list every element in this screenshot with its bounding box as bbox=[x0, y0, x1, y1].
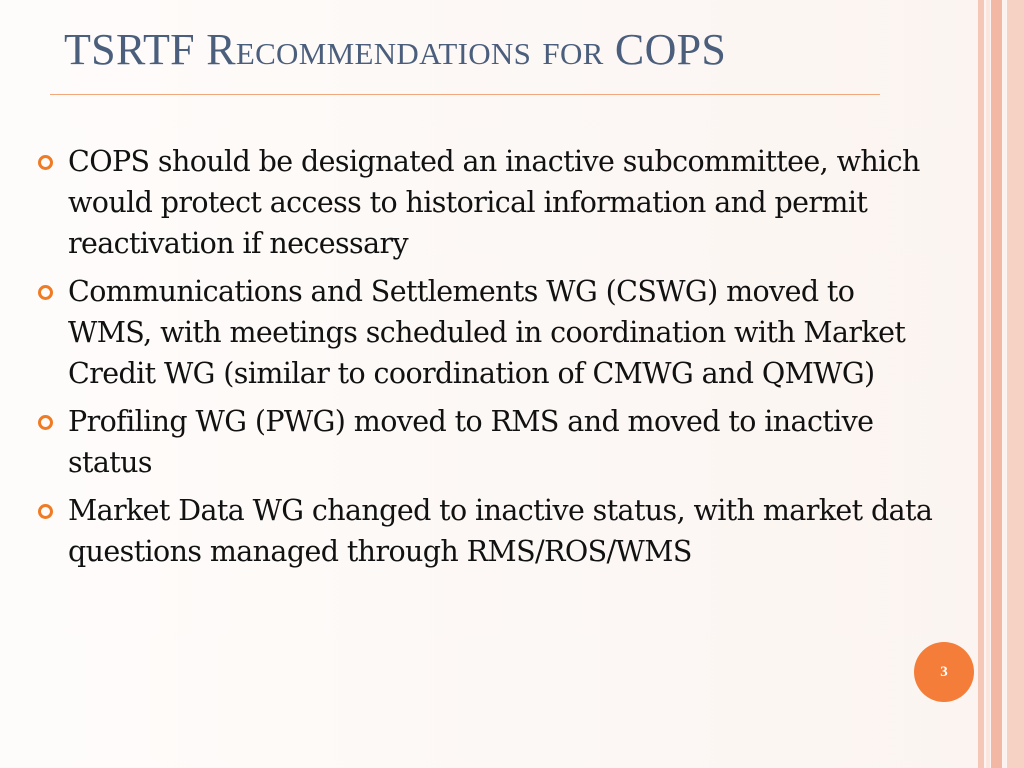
hollow-circle-icon bbox=[38, 415, 53, 430]
bullet-list bbox=[38, 141, 943, 579]
decorative-stripe bbox=[1007, 0, 1024, 768]
decorative-stripe bbox=[1003, 0, 1006, 768]
bullet-text: Market Data WG changed to inactive status, with market data questions managed through RMS/ROS/WMS bbox=[68, 494, 933, 568]
hollow-circle-icon bbox=[38, 504, 53, 519]
bullet-text: Profiling WG (PWG) moved to RMS and moved to inactive status bbox=[68, 405, 874, 479]
bullet-item bbox=[38, 271, 943, 394]
bullet-text: Communications and Settlements WG (CSWG) moved to WMS, with meetings scheduled in coordination with Market Credit WG (similar to coordination of CMWG and QMWG) bbox=[68, 275, 906, 390]
decorative-stripe bbox=[991, 0, 1002, 768]
slide-title: TSRTF Recommendations for COPS bbox=[64, 25, 727, 74]
page-number-badge: 3 bbox=[914, 642, 974, 702]
bullet-item bbox=[38, 141, 943, 264]
bullet-item bbox=[38, 490, 943, 572]
bullet-text: COPS should be designated an inactive subcommittee, which would protect access to historical information and permit reactivation if necessary bbox=[68, 145, 920, 260]
decorative-stripe bbox=[978, 0, 984, 768]
bullet-item bbox=[38, 401, 943, 483]
decorative-stripe bbox=[986, 0, 990, 768]
hollow-circle-icon bbox=[38, 285, 53, 300]
title-divider bbox=[50, 94, 880, 95]
hollow-circle-icon bbox=[38, 155, 53, 170]
